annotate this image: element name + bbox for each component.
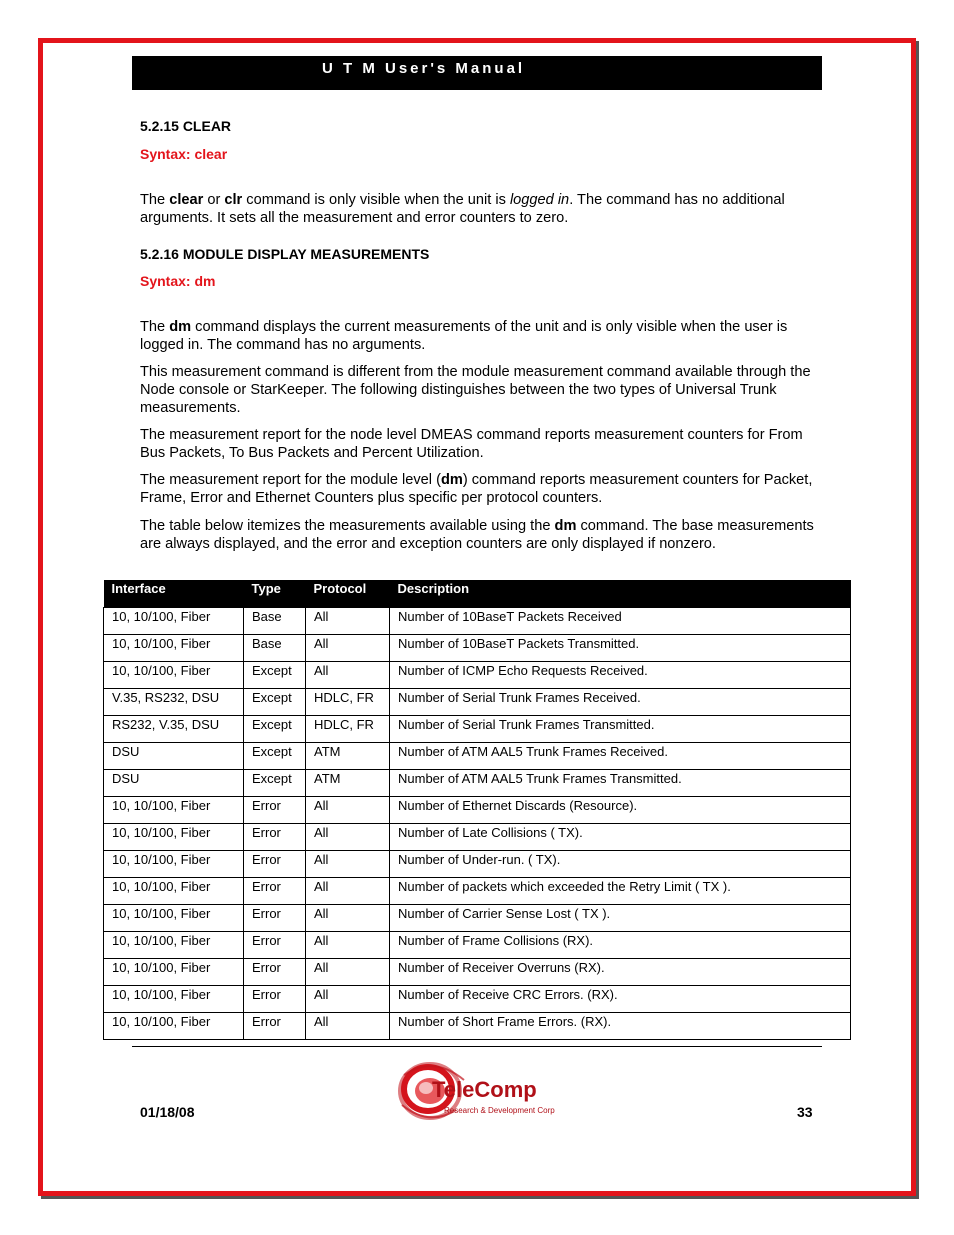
cell-description: Number of Under-run. ( TX). <box>390 851 851 878</box>
cell-description: Number of Serial Trunk Frames Received. <box>390 689 851 716</box>
manual-title: U T M User's Manual <box>322 60 526 77</box>
cell-interface: 10, 10/100, Fiber <box>104 824 244 851</box>
cell-description: Number of ATM AAL5 Trunk Frames Transmitted. <box>390 770 851 797</box>
cell-description: Number of packets which exceeded the Retry Limit ( TX ). <box>390 878 851 905</box>
cell-interface: DSU <box>104 743 244 770</box>
cell-interface: 10, 10/100, Fiber <box>104 905 244 932</box>
cell-protocol: HDLC, FR <box>306 689 390 716</box>
cell-description: Number of 10BaseT Packets Received <box>390 608 851 635</box>
cell-interface: 10, 10/100, Fiber <box>104 608 244 635</box>
cell-type: Except <box>244 770 306 797</box>
table-body <box>104 608 851 1040</box>
cell-type: Except <box>244 716 306 743</box>
cell-description: Number of Receiver Overruns (RX). <box>390 959 851 986</box>
table-row <box>104 716 851 743</box>
cell-type: Error <box>244 878 306 905</box>
table-intro-paragraph: The table below itemizes the measurements available using the dm command. The base measurements are always displayed, and the error and exception counters are only displayed if nonzero. <box>140 518 814 552</box>
cell-type: Error <box>244 797 306 824</box>
module-level-paragraph: The measurement report for the module level (dm) command reports measurement counters for Packet, Frame, Error and Ethernet Counters plus specific per protocol counters. <box>140 472 813 506</box>
table-row <box>104 1013 851 1040</box>
table-row <box>104 824 851 851</box>
cell-protocol: All <box>306 662 390 689</box>
cell-type: Error <box>244 932 306 959</box>
cell-protocol: All <box>306 932 390 959</box>
logo-wordmark: TeleComp <box>432 1077 537 1102</box>
cell-protocol: All <box>306 986 390 1013</box>
page-number: 33 <box>797 1104 813 1120</box>
cell-protocol: All <box>306 878 390 905</box>
cell-protocol: All <box>306 797 390 824</box>
cell-interface: 10, 10/100, Fiber <box>104 1013 244 1040</box>
table-row <box>104 770 851 797</box>
cell-interface: RS232, V.35, DSU <box>104 716 244 743</box>
cell-interface: 10, 10/100, Fiber <box>104 878 244 905</box>
cell-type: Error <box>244 824 306 851</box>
cell-description: Number of Late Collisions ( TX). <box>390 824 851 851</box>
cell-type: Error <box>244 1013 306 1040</box>
cell-protocol: All <box>306 824 390 851</box>
cell-description: Number of Short Frame Errors. (RX). <box>390 1013 851 1040</box>
section-heading-clear: 5.2.15 CLEAR <box>140 118 232 134</box>
cell-protocol: All <box>306 959 390 986</box>
cell-type: Except <box>244 689 306 716</box>
cell-description: Number of ICMP Echo Requests Received. <box>390 662 851 689</box>
cell-protocol: All <box>306 851 390 878</box>
cell-type: Error <box>244 905 306 932</box>
cell-protocol: All <box>306 635 390 662</box>
table-row <box>104 689 851 716</box>
footer-date: 01/18/08 <box>140 1104 195 1120</box>
table-row <box>104 635 851 662</box>
cell-description: Number of Ethernet Discards (Resource). <box>390 797 851 824</box>
cell-interface: DSU <box>104 770 244 797</box>
cell-protocol: All <box>306 1013 390 1040</box>
cell-interface: 10, 10/100, Fiber <box>104 986 244 1013</box>
cell-interface: 10, 10/100, Fiber <box>104 851 244 878</box>
table-row <box>104 608 851 635</box>
cell-type: Error <box>244 851 306 878</box>
table-row <box>104 878 851 905</box>
syntax-clear: Syntax: clear <box>140 146 228 162</box>
cell-type: Except <box>244 743 306 770</box>
section-heading-dm: 5.2.16 MODULE DISPLAY MEASUREMENTS <box>140 246 430 262</box>
syntax-dm: Syntax: dm <box>140 273 216 289</box>
cell-protocol: ATM <box>306 743 390 770</box>
cell-description: Number of Carrier Sense Lost ( TX ). <box>390 905 851 932</box>
cell-protocol: HDLC, FR <box>306 716 390 743</box>
cell-type: Error <box>244 959 306 986</box>
telecomp-logo <box>394 1055 584 1125</box>
cell-interface: 10, 10/100, Fiber <box>104 662 244 689</box>
clear-description: The clear or clr command is only visible when the unit is logged in. The command has no additional arguments. It sets all the measurement and error counters to zero. <box>140 192 785 226</box>
cell-description: Number of Serial Trunk Frames Transmitted. <box>390 716 851 743</box>
table-header-row <box>104 580 851 608</box>
table-row <box>104 986 851 1013</box>
cell-type: Base <box>244 608 306 635</box>
dm-difference-paragraph: This measurement command is different from the module measurement command available through the Node console or StarKeeper. The following distinguishes between the two types of Universal Trunk measurements. <box>140 364 811 416</box>
table-row <box>104 959 851 986</box>
table-row <box>104 851 851 878</box>
column-header-type: Type <box>244 580 306 608</box>
node-level-paragraph: The measurement report for the node level DMEAS command reports measurement counters for From Bus Packets, To Bus Packets and Percent Utilization. <box>140 427 803 461</box>
cell-interface: 10, 10/100, Fiber <box>104 797 244 824</box>
logo-tagline: Research & Development Corp <box>444 1106 555 1115</box>
cell-interface: 10, 10/100, Fiber <box>104 932 244 959</box>
column-header-description: Description <box>390 580 851 608</box>
cell-type: Except <box>244 662 306 689</box>
column-header-interface: Interface <box>104 580 244 608</box>
table-row <box>104 797 851 824</box>
table-row <box>104 662 851 689</box>
cell-description: Number of Receive CRC Errors. (RX). <box>390 986 851 1013</box>
cell-type: Error <box>244 986 306 1013</box>
dm-description: The dm command displays the current measurements of the unit and is only visible when the user is logged in. The command has no arguments. <box>140 319 788 353</box>
cell-interface: V.35, RS232, DSU <box>104 689 244 716</box>
cell-protocol: All <box>306 608 390 635</box>
cell-protocol: All <box>306 905 390 932</box>
table-row <box>104 743 851 770</box>
cell-protocol: ATM <box>306 770 390 797</box>
cell-type: Base <box>244 635 306 662</box>
footer-divider <box>132 1046 822 1047</box>
cell-description: Number of ATM AAL5 Trunk Frames Received. <box>390 743 851 770</box>
manual-header <box>132 56 822 90</box>
cell-interface: 10, 10/100, Fiber <box>104 959 244 986</box>
cell-interface: 10, 10/100, Fiber <box>104 635 244 662</box>
table-row <box>104 905 851 932</box>
cell-description: Number of 10BaseT Packets Transmitted. <box>390 635 851 662</box>
table-row <box>104 932 851 959</box>
measurements-table <box>103 580 851 1040</box>
column-header-protocol: Protocol <box>306 580 390 608</box>
cell-description: Number of Frame Collisions (RX). <box>390 932 851 959</box>
